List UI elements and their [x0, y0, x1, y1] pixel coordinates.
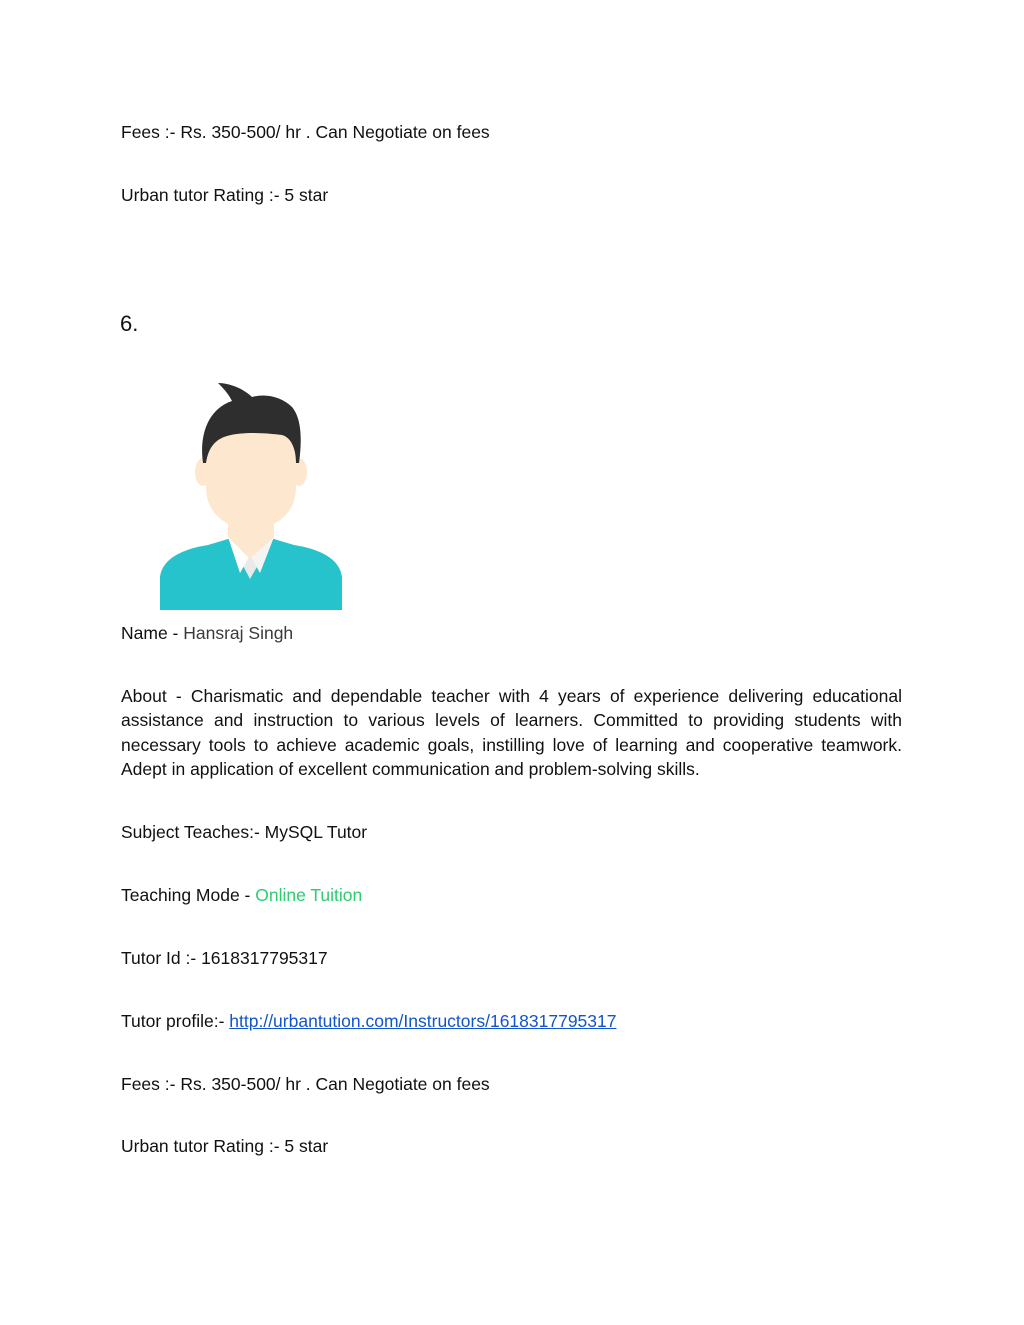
about-label: About: [121, 686, 176, 706]
rating-line: [121, 1134, 328, 1158]
subject-line: [121, 820, 367, 844]
tutor-id-line: [121, 946, 328, 970]
male-avatar-icon: [156, 377, 346, 611]
subject-value: MySQL Tutor: [264, 822, 368, 842]
prev-rating-line: [121, 183, 328, 207]
prev-fees-value: Rs. 350-500/ hr . Can Negotiate on fees: [180, 122, 490, 142]
subject-label: Subject Teaches:-: [121, 822, 265, 842]
about-text: - Charismatic and dependable teacher with 4 years of experience delivering educational assistance and instruction to various levels of learners. Committed to providing students with necessary tools to achieve academic goals, instilling love of learning and cooperative teamwork. Adept in application of excellent communication and problem-solving skills.: [121, 686, 902, 779]
name-label: Name -: [121, 623, 184, 643]
fees-line: [121, 1072, 490, 1096]
about-paragraph: [121, 684, 902, 781]
prev-fees-label: Fees :-: [121, 122, 181, 142]
tutor-id-value: 1618317795317: [201, 948, 328, 968]
tutor-id-label: Tutor Id :-: [121, 948, 202, 968]
prev-rating-label: Urban tutor Rating :-: [121, 185, 285, 205]
teaching-mode-line: [121, 883, 362, 907]
fees-value: Rs. 350-500/ hr . Can Negotiate on fees: [180, 1074, 490, 1094]
prev-fees-line: [121, 120, 490, 144]
tutor-profile-link[interactable]: http://urbantution.com/Instructors/1618317795317: [229, 1011, 617, 1031]
fees-label: Fees :-: [121, 1074, 181, 1094]
entry-number: 6.: [120, 311, 139, 336]
tutor-name-line: [121, 621, 293, 645]
tutor-avatar: [156, 377, 346, 611]
tutor-profile-label: Tutor profile:-: [121, 1011, 230, 1031]
teaching-mode-value: Online Tuition: [255, 885, 363, 905]
rating-value: 5 star: [284, 1136, 329, 1156]
teaching-mode-label: Teaching Mode -: [121, 885, 256, 905]
rating-label: Urban tutor Rating :-: [121, 1136, 285, 1156]
tutor-profile-line: [121, 1009, 617, 1033]
prev-rating-value: 5 star: [284, 185, 329, 205]
tutor-name: Hansraj Singh: [183, 623, 294, 643]
